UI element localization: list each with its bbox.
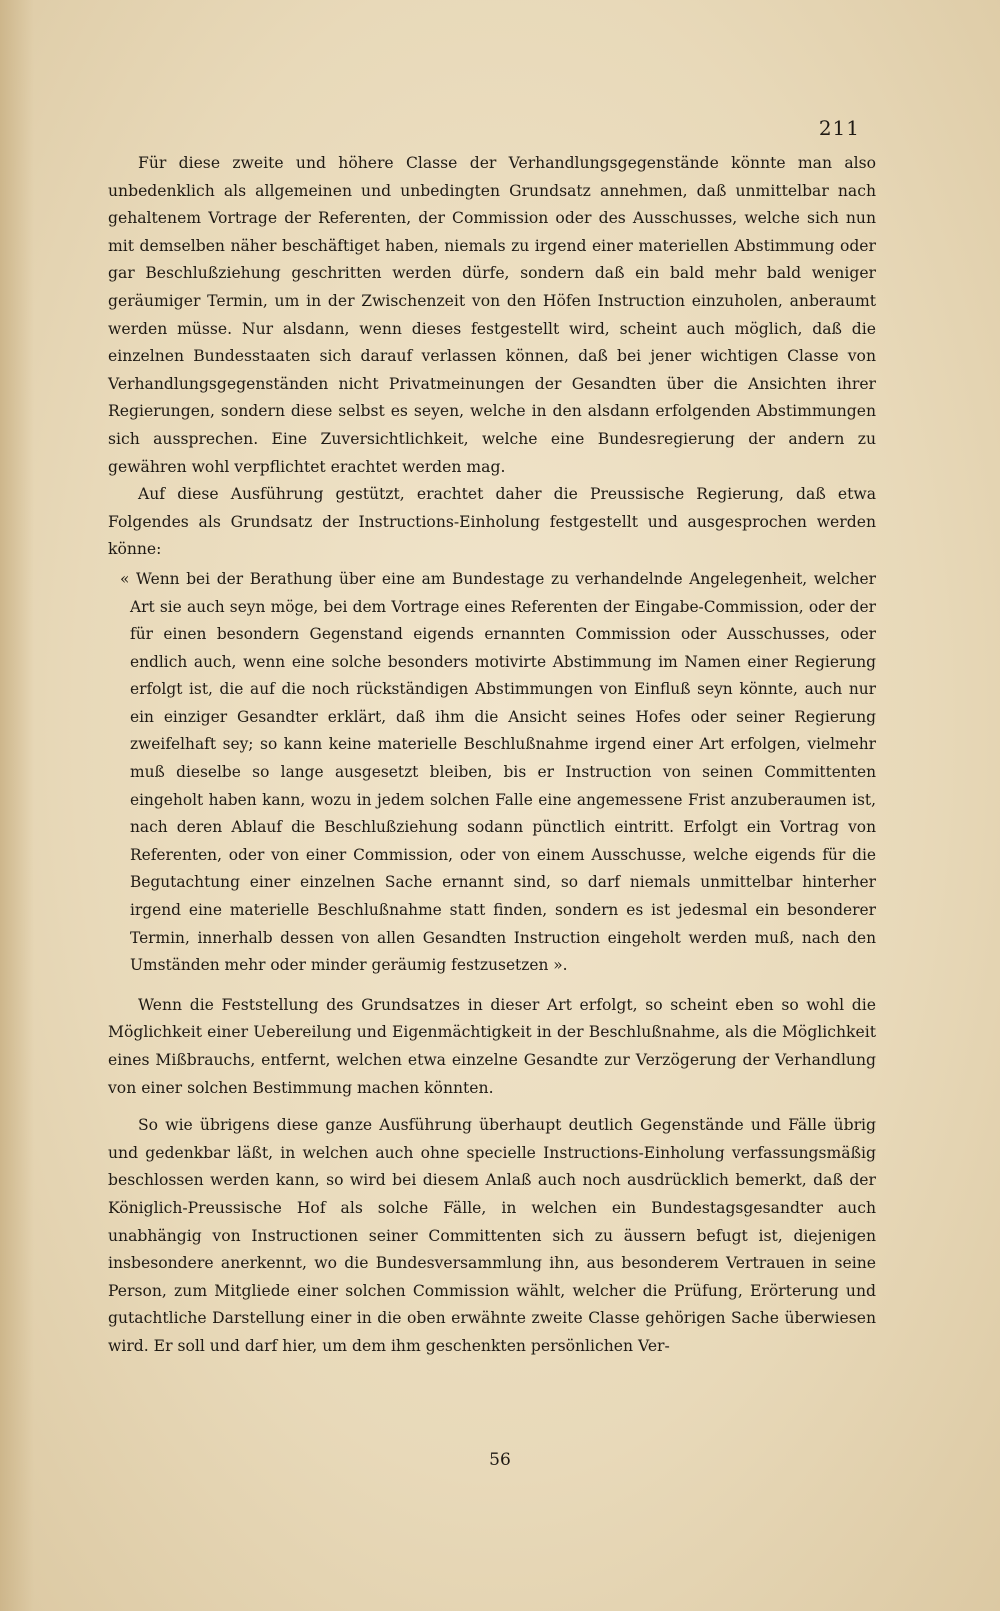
page-number: 211 <box>818 116 860 140</box>
quoted-proposal: « Wenn bei der Berathung über eine am Bundestage zu verhandelnde Angelegenheit, welcher Art sie auch seyn möge, bei dem Vortrage eines Referenten der Eingabe-Commission, oder der für einen besondern Gegenstand eigends ernannten Commission oder Ausschusses, oder endlich auch, wenn eine solche besonders motivirte Abstimmung im Namen einer Regierung erfolgt ist, die auf die noch rückständigen Abstimmungen von Einfluß seyn könnte, auch nur ein einziger Gesandter erklärt, daß ihm die Ansicht seines Hofes oder seiner Regierung zweifelhaft sey; so kann keine materielle Beschlußnahme irgend einer Art erfolgen, vielmehr muß dieselbe so lange ausgesetzt bleiben, bis er Instruction von seinen Committenten eingeholt haben kann, wozu in jedem solchen Falle eine angemessene Frist anzuberaumen ist, nach deren Ablauf die Beschlußziehung sodann pünctlich eintritt. Erfolgt ein Vortrag von Referenten, oder von einer Commission, oder von einem Ausschusse, welche eigends für die Begutachtung einer einzelnen Sache ernannt sind, so darf niemals unmittelbar hinterher irgend eine materielle Beschlußnahme statt finden, sondern es ist jedesmal ein besonderer Termin, innerhalb dessen von allen Gesandten Instruction eingeholt werden muß, nach den Umständen mehr oder minder geräumig festzusetzen ». <box>120 569 876 975</box>
body-text <box>108 150 876 1371</box>
paragraph-2: Auf diese Ausführung gestützt, erachtet daher die Preussische Regierung, daß etwa Folgendes als Grundsatz der Instructions-Einholung festgestellt und ausgesprochen werden könne: <box>108 485 876 559</box>
signature-mark: 56 <box>489 1450 511 1470</box>
paragraph-4: So wie übrigens diese ganze Ausführung überhaupt deutlich Gegenstände und Fälle übrig und gedenkbar läßt, in welchen auch ohne specielle Instructions-Einholung verfassungsmäßig beschlossen werden kann, so wird bei diesem Anlaß auch noch ausdrücklich bemerkt, daß der Königlich-Preussische Hof als solche Fälle, in welchen ein Bundestagsgesandter auch unabhängig von Instructionen seiner Committenten sich zu äussern befugt ist, diejenigen insbesondere anerkennt, wo die Bundesversammlung ihn, aus besonderem Vertrauen in seine Person, zum Mitgliede einer solchen Commission wählt, welcher die Prüfung, Erörterung und gutachtliche Darstellung einer in die oben erwähnte zweite Classe gehörigen Sache überwiesen wird. Er soll und darf hier, um dem ihm geschenkten persönlichen Ver- <box>108 1116 876 1355</box>
paragraph-3: Wenn die Feststellung des Grundsatzes in dieser Art erfolgt, so scheint eben so wohl die Möglichkeit einer Uebereilung und Eigenmächtigkeit in der Beschlußnahme, als die Möglichkeit eines Mißbrauchs, entfernt, welchen etwa einzelne Gesandte zur Verzögerung der Verhandlung von einer solchen Bestimmung machen könnten. <box>108 995 876 1097</box>
paragraph-1: Für diese zweite und höhere Classe der Verhandlungsgegenstände könnte man also unbedenklich als allgemeinen und unbedingten Grundsatz annehmen, daß unmittelbar nach gehaltenem Vortrage der Referenten, der Commission oder des Ausschusses, welche sich nun mit demselben näher beschäftiget haben, niemals zu irgend einer materiellen Abstimmung oder gar Beschlußziehung geschritten werden dürfe, sondern daß ein bald mehr bald weniger geräumiger Termin, um in der Zwischenzeit von den Höfen Instruction einzuholen, anberaumt werden müsse. Nur alsdann, wenn dieses festgestellt wird, scheint auch möglich, daß die einzelnen Bundesstaaten sich darauf verlassen können, daß bei jener wichtigen Classe von Verhandlungsgegenständen nicht Privatmeinungen der Gesandten über die Ansichten ihrer Regierungen, sondern diese selbst es seyen, welche in den alsdann erfolgenden Abstimmungen sich aussprechen. Eine Zuversichtlichkeit, welche eine Bundesregierung der andern zu gewähren wohl verpflichtet erachtet werden mag. <box>108 154 876 476</box>
page-edge-shadow <box>0 0 34 1611</box>
